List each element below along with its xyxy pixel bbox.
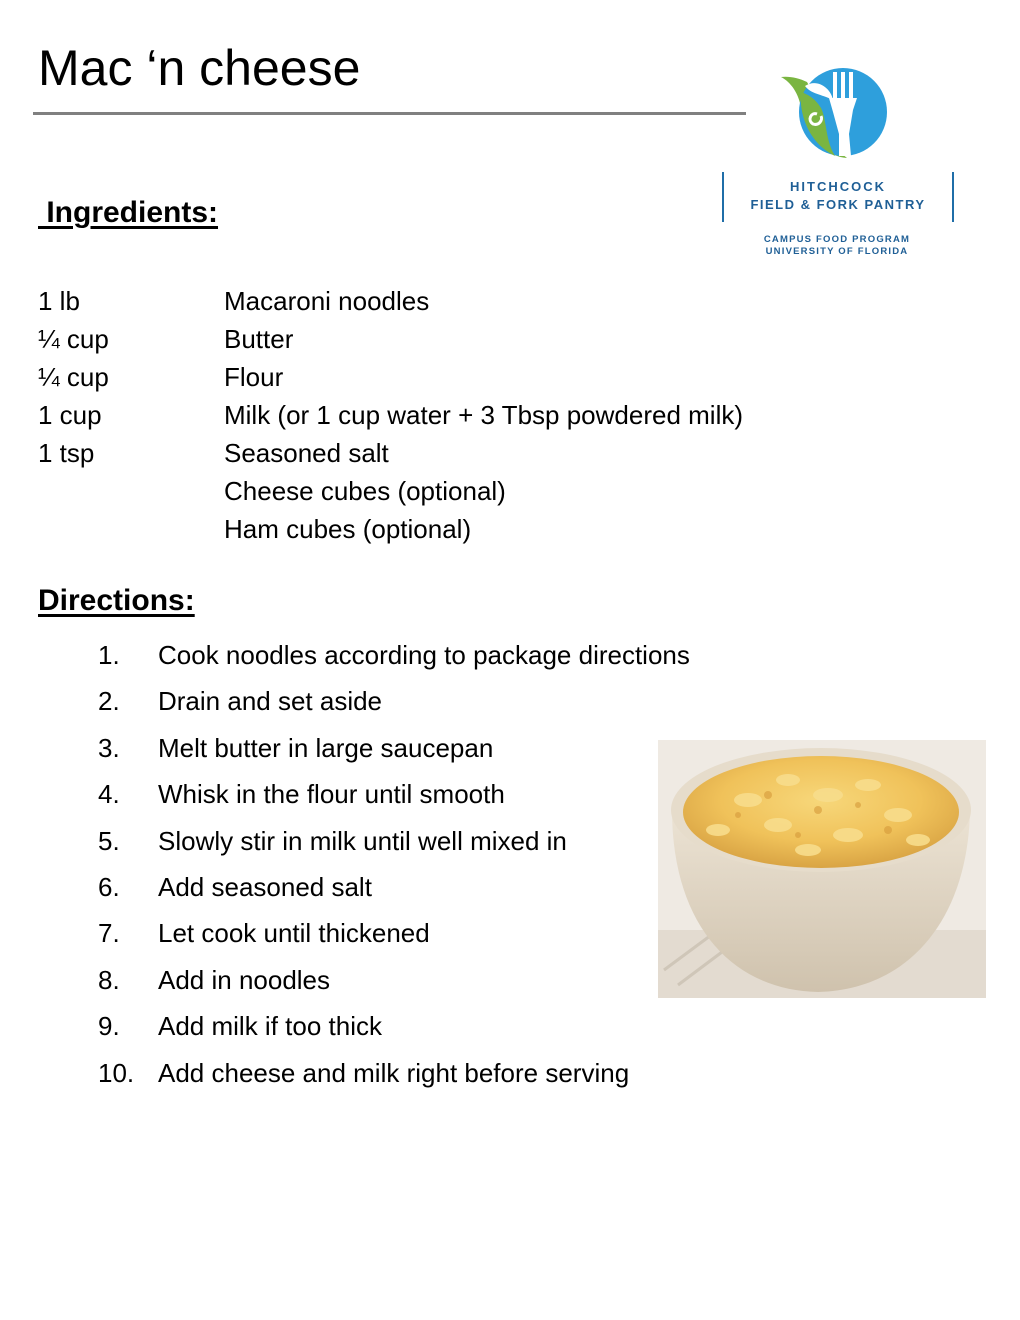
direction-step xyxy=(98,1003,798,1049)
step-number: 10. xyxy=(98,1057,135,1088)
mac-and-cheese-bowl-icon xyxy=(658,740,986,998)
ingredient-row xyxy=(38,434,938,472)
ingredient-quantity xyxy=(38,510,224,548)
step-text: Add in noodles xyxy=(158,964,331,995)
logo-subtitle xyxy=(722,234,952,258)
ingredients-list xyxy=(38,282,938,548)
direction-step xyxy=(98,632,798,678)
step-number: 1. xyxy=(98,640,120,670)
ingredient-name: Ham cubes (optional) xyxy=(224,514,472,544)
step-text: Whisk in the flour until smooth xyxy=(158,779,505,810)
direction-step xyxy=(98,678,798,724)
step-number: 6. xyxy=(98,871,120,902)
step-text: Add cheese and milk right before serving xyxy=(158,1057,630,1088)
ingredient-name: Cheese cubes (optional) xyxy=(224,476,506,506)
step-number: 4. xyxy=(98,779,120,810)
ingredient-quantity: 1 tsp xyxy=(38,438,95,468)
ingredient-quantity xyxy=(38,472,224,510)
step-text: Slowly stir in milk until well mixed in xyxy=(158,825,567,856)
direction-step xyxy=(98,1050,798,1096)
logo-name-box xyxy=(722,172,954,222)
ingredient-name: Milk (or 1 cup water + 3 Tbsp powdered milk) xyxy=(224,400,743,430)
ingredient-row xyxy=(38,396,938,434)
ingredients-heading: Ingredients: xyxy=(38,196,219,229)
ingredient-row xyxy=(38,510,938,548)
ingredient-name: Flour xyxy=(224,362,284,392)
step-text: Add milk if too thick xyxy=(158,1011,382,1042)
step-text: Melt butter in large saucepan xyxy=(158,732,494,763)
step-text: Drain and set aside xyxy=(158,686,383,717)
step-text: Add seasoned salt xyxy=(158,871,372,902)
step-text: Let cook until thickened xyxy=(158,918,430,949)
logo-sub-program: CAMPUS FOOD PROGRAM xyxy=(763,234,911,245)
ingredient-name: Butter xyxy=(224,324,294,354)
ingredient-quantity: 1 cup xyxy=(38,400,102,430)
logo-line-pantry: FIELD & FORK PANTRY xyxy=(750,197,926,212)
step-text: Cook noodles according to package directions xyxy=(158,640,690,670)
ingredient-row xyxy=(38,472,938,510)
fork-leaf-logo-icon xyxy=(777,64,887,164)
ingredient-quantity: 1 lb xyxy=(38,286,80,316)
step-number: 7. xyxy=(98,918,120,949)
mac-and-cheese-photo xyxy=(658,740,986,998)
step-number: 5. xyxy=(98,825,120,856)
ingredient-name: Macaroni noodles xyxy=(224,286,430,316)
directions-heading: Directions: xyxy=(38,584,195,617)
step-number: 8. xyxy=(98,964,120,995)
ingredient-quantity: ¼ cup xyxy=(38,324,109,354)
pantry-logo xyxy=(722,62,952,262)
step-number: 2. xyxy=(98,686,120,717)
step-number: 3. xyxy=(98,732,120,763)
ingredient-row xyxy=(38,358,938,396)
ingredient-row xyxy=(38,320,938,358)
step-number: 9. xyxy=(98,1011,120,1042)
ingredient-quantity: ¼ cup xyxy=(38,362,109,392)
recipe-title: Mac ‘n cheese xyxy=(38,40,361,96)
title-divider xyxy=(33,112,746,115)
logo-sub-university: UNIVERSITY OF FLORIDA xyxy=(765,246,909,257)
ingredient-name: Seasoned salt xyxy=(224,438,389,468)
ingredient-row xyxy=(38,282,938,320)
logo-line-hitchcock: HITCHCOCK xyxy=(790,179,886,194)
